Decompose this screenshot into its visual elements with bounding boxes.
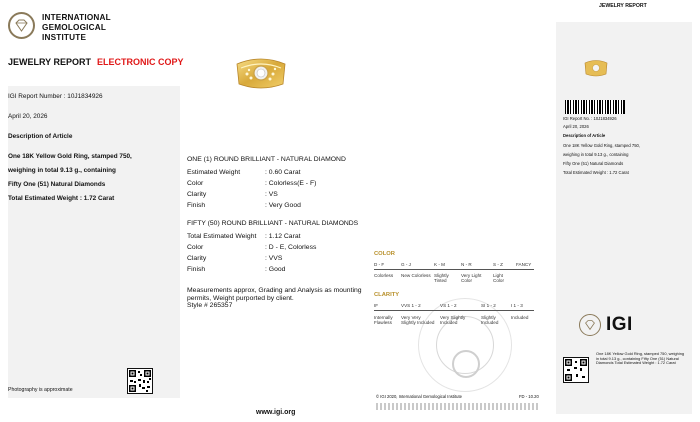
clarity-scale-heading: CLARITY bbox=[374, 292, 400, 298]
stub-description-heading: Description of Article bbox=[563, 133, 606, 138]
qr-code-icon bbox=[127, 368, 153, 394]
section2-value: : Good bbox=[265, 266, 286, 273]
section1-value: : Colorless(E - F) bbox=[265, 180, 317, 187]
igi-logo-text: IGI bbox=[606, 314, 633, 335]
section1-value: : 0.60 Carat bbox=[265, 169, 301, 176]
stub-qr-code-icon bbox=[563, 357, 589, 383]
clarity-description: Very Slightly Included bbox=[440, 315, 466, 326]
barcode-icon bbox=[565, 100, 625, 114]
section2-title: FIFTY (50) ROUND BRILLIANT - NATURAL DIAMONDS bbox=[187, 220, 359, 227]
color-grade: G - J bbox=[401, 262, 411, 267]
stub-line: Total Estimated Weight : 1.72 Carat bbox=[563, 170, 629, 175]
clarity-grade: IF bbox=[374, 303, 379, 308]
section1-value: : VS bbox=[265, 191, 278, 198]
section1-title: ONE (1) ROUND BRILLIANT - NATURAL DIAMOND bbox=[187, 156, 346, 163]
section2-label: Color bbox=[187, 244, 204, 251]
section2-value: : 1.12 Carat bbox=[265, 233, 301, 240]
style-number: Style # 265357 bbox=[187, 302, 233, 309]
clarity-scale-divider bbox=[374, 310, 534, 311]
clarity-grade: I 1 - 3 bbox=[511, 303, 523, 308]
stub-title: JEWELRY REPORT bbox=[599, 3, 647, 9]
description-line: One 18K Yellow Gold Ring, stamped 750, bbox=[8, 153, 132, 160]
ring-photo bbox=[233, 52, 289, 94]
organization-name: INTERNATIONAL GEMOLOGICAL INSTITUTE bbox=[42, 13, 111, 42]
clarity-description: Very Very Slightly Included bbox=[401, 315, 435, 326]
report-date: April 20, 2026 bbox=[8, 113, 48, 120]
section1-label: Estimated Weight bbox=[187, 169, 241, 176]
description-line: Total Estimated Weight : 1.72 Carat bbox=[8, 195, 115, 202]
stub-igi-seal-icon bbox=[579, 314, 601, 336]
clarity-grade: VS 1 - 2 bbox=[440, 303, 457, 308]
website-link[interactable]: www.igi.org bbox=[256, 409, 296, 416]
comments-line: Measurements approx, Grading and Analysis as mounting bbox=[187, 287, 362, 294]
section2-label: Clarity bbox=[187, 255, 207, 262]
igi-seal-icon bbox=[8, 12, 35, 39]
clarity-description: Included bbox=[511, 315, 529, 320]
report-title: JEWELRY REPORT bbox=[8, 57, 92, 67]
form-code: FD - 10.20 bbox=[519, 394, 539, 399]
section1-label: Clarity bbox=[187, 191, 207, 198]
section1-value: : Very Good bbox=[265, 202, 301, 209]
section2-value: : VVS bbox=[265, 255, 283, 262]
clarity-description: Internally Flawless bbox=[374, 315, 393, 326]
color-grade: K - M bbox=[434, 262, 445, 267]
section1-label: Color bbox=[187, 180, 204, 187]
stub-line: Fifty One (51) Natural Diamonds bbox=[563, 161, 624, 166]
stub-date: April 20, 2026 bbox=[563, 124, 589, 129]
stub-line: weighing in total 9.13 g., containing bbox=[563, 152, 629, 157]
electronic-copy-label: ELECTRONIC COPY bbox=[97, 57, 184, 67]
stub-report-number: IGI Report No. : 10J1834926 bbox=[563, 116, 617, 121]
color-scale-heading: COLOR bbox=[374, 251, 395, 257]
clarity-grade: VVS 1 - 2 bbox=[401, 303, 421, 308]
color-grade: D - F bbox=[374, 262, 385, 267]
color-description: Colorless bbox=[374, 273, 394, 278]
security-strip bbox=[376, 403, 540, 410]
description-line: Fifty One (51) Natural Diamonds bbox=[8, 181, 106, 188]
report-number: IGI Report Number : 10J1834926 bbox=[8, 93, 103, 100]
copyright-notice: © IGI 2020, International Gemological Institute bbox=[376, 394, 462, 399]
description-line: weighing in total 9.13 g., containing bbox=[8, 167, 116, 174]
color-description: Light Color bbox=[493, 273, 504, 284]
color-description: Very Light Color bbox=[461, 273, 482, 284]
section2-label: Finish bbox=[187, 266, 206, 273]
section2-label: Total Estimated Weight bbox=[187, 233, 257, 240]
color-description: New Colorless bbox=[401, 273, 431, 278]
description-heading: Description of Article bbox=[8, 133, 73, 140]
clarity-description: Slightly Included bbox=[481, 315, 499, 326]
color-grade: N - R bbox=[461, 262, 472, 267]
clarity-grade: SI 1 - 2 bbox=[481, 303, 496, 308]
watermark-diamond-icon bbox=[452, 350, 480, 378]
section2-value: : D - E, Colorless bbox=[265, 244, 317, 251]
photo-note: Photography is approximate bbox=[8, 387, 73, 393]
color-description: Slightly Tinted bbox=[434, 273, 449, 284]
color-grade: FANCY bbox=[516, 262, 532, 267]
stub-ring-photo bbox=[583, 57, 609, 79]
comments-line: permits, Weight purported by client. bbox=[187, 295, 294, 302]
color-grade: S - Z bbox=[493, 262, 503, 267]
section1-label: Finish bbox=[187, 202, 206, 209]
stub-footnote: One 18K Yellow Gold Ring, stamped 750, weighing in total 9.13 g., containing Fifty One (51) Natural Diamonds Total Estimated Weight : 1.72 Carat bbox=[596, 351, 685, 365]
color-scale-divider bbox=[374, 269, 534, 270]
stub-line: One 18K Yellow Gold Ring, stamped 750, bbox=[563, 143, 641, 148]
